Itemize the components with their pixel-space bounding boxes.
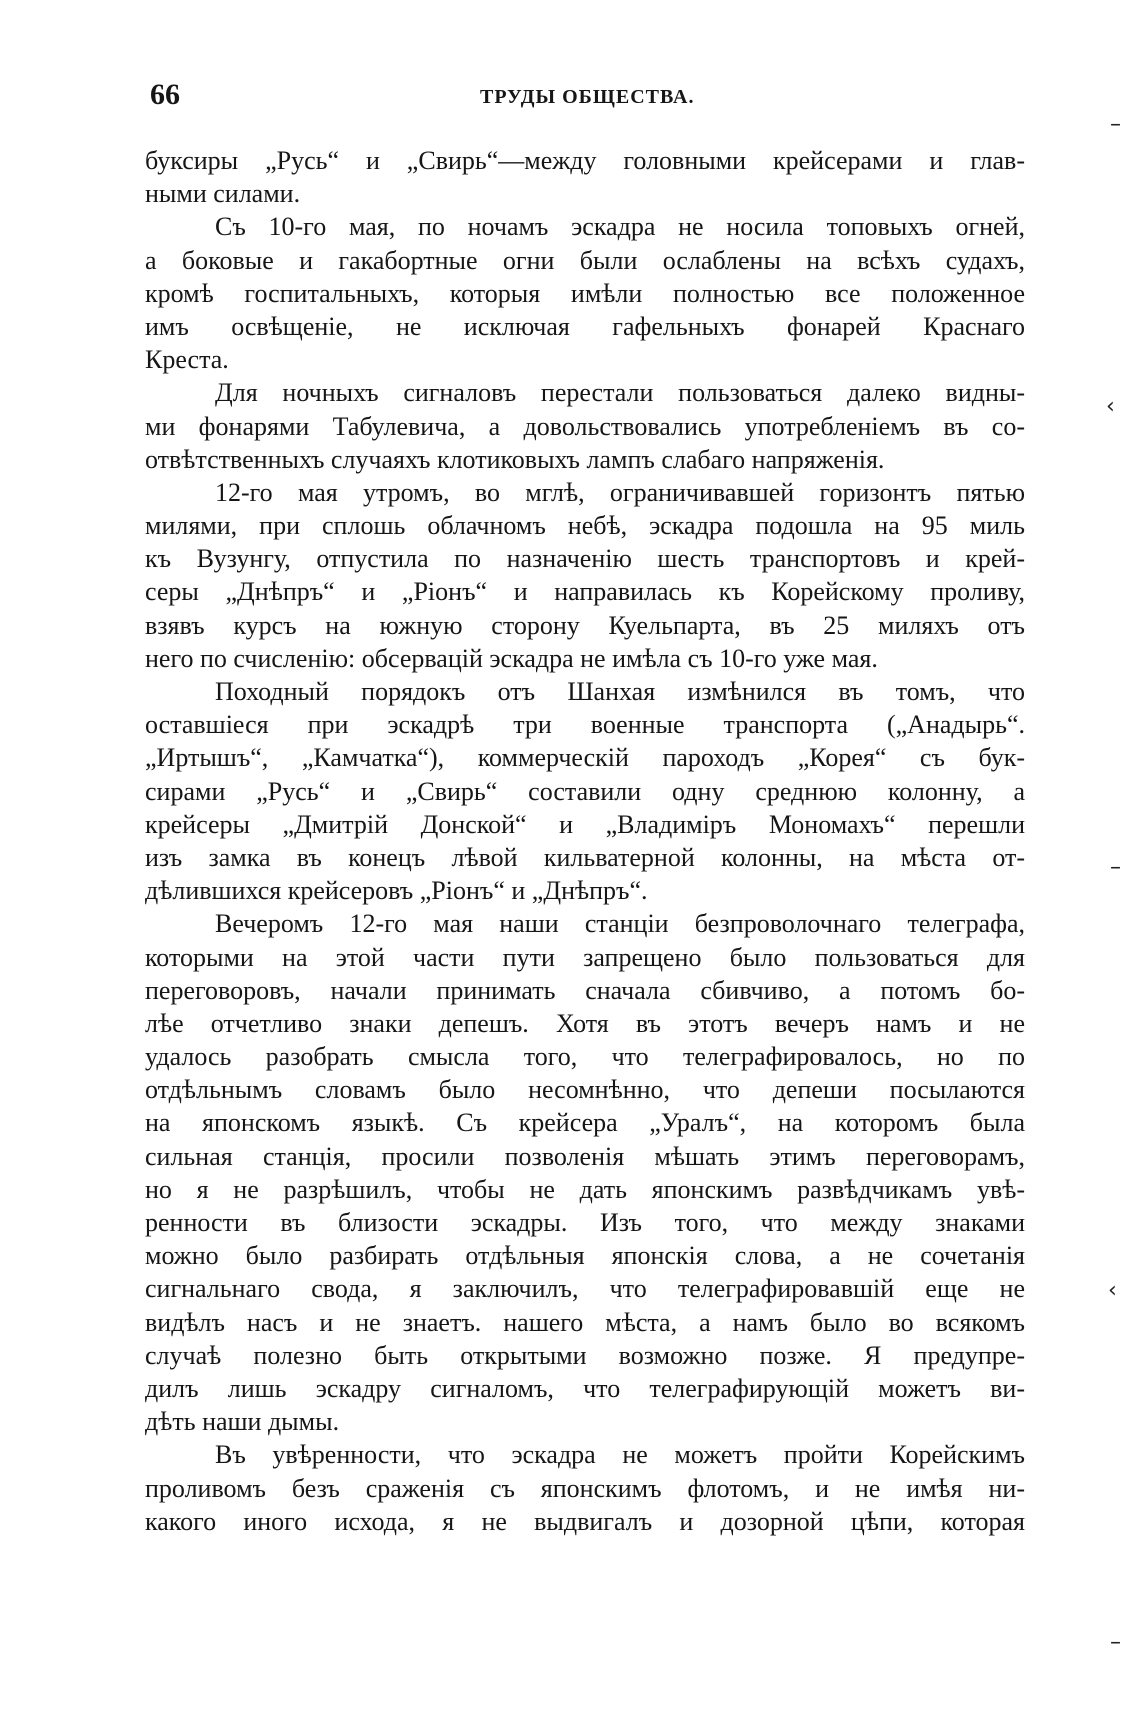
text-line: отвѣтственныхъ случаяхъ клотиковыхъ лампъ слабаго напряженія. — [145, 444, 885, 474]
text-line: а боковые и гакабортные огни были ослаблены на всѣхъ судахъ, — [145, 245, 1025, 275]
text-line: дѣть наши дымы. — [145, 1407, 340, 1437]
text-line: лѣе отчетливо знаки депешъ. Хотя въ этотъ вечеръ намъ и не — [145, 1008, 1025, 1038]
text-line: крейсеры „Дмитрій Донской“ и „Владиміръ Мономахъ“ перешли — [145, 809, 1025, 839]
text-line: Для ночныхъ сигналовъ перестали пользоваться далеко видны- — [215, 378, 1025, 408]
text-line: Походный порядокъ отъ Шанхая измѣнился въ томъ, что — [215, 677, 1025, 706]
text-line: ми фонарями Табулевича, а довольствовались употребленіемъ въ со- — [145, 411, 1025, 441]
text-line: какого иного исхода, я не выдвигалъ и дозорной цѣпи, которая — [145, 1506, 1025, 1536]
text-line: Въ увѣренности, что эскадра не можетъ пройти Корейскимъ — [215, 1440, 1025, 1470]
text-line: ными силами. — [145, 179, 301, 209]
text-line: отдѣльнымъ словамъ было несомнѣнно, что депеши посылаются — [145, 1075, 1025, 1105]
text-line: на японскомъ языкѣ. Съ крейсера „Уралъ“, на которомъ была — [145, 1108, 1025, 1138]
body-text — [145, 144, 1025, 1538]
text-line: Креста. — [145, 345, 229, 375]
text-line: буксиры „Русь“ и „Свирь“—между головными крейсерами и глав- — [145, 146, 1025, 175]
page-header — [150, 78, 1030, 118]
text-line: дѣлившихся крейсеровъ „Ріонъ“ и „Днѣпръ“. — [145, 876, 648, 906]
text-line: удалось разобрать смысла того, что телеграфировалось, но по — [145, 1042, 1025, 1072]
text-line: изъ замка въ конецъ лѣвой кильватерной колонны, на мѣста от- — [145, 842, 1025, 872]
text-line: имъ освѣщеніе, не исключая гафельныхъ фонарей Краснаго — [145, 311, 1025, 341]
text-line: взявъ курсъ на южную сторону Куельпарта, въ 25 миляхъ отъ — [145, 610, 1025, 640]
margin-mark: – — [1110, 112, 1121, 137]
text-line: 12-го мая утромъ, во мглѣ, ограничивавшей горизонтъ пятью — [215, 477, 1025, 507]
text-line: кромѣ госпитальныхъ, которыя имѣли полностью все положенное — [145, 278, 1025, 308]
text-line: Вечеромъ 12-го мая наши станціи безпроволочнаго телеграфа, — [215, 909, 1025, 939]
text-line: которыми на этой части пути запрещено было пользоваться для — [145, 942, 1025, 972]
text-line: Съ 10-го мая, по ночамъ эскадра не носила топовыхъ огней, — [215, 212, 1025, 242]
text-line: дилъ лишь эскадру сигналомъ, что телеграфирующій можетъ ви- — [145, 1373, 1025, 1403]
text-line: проливомъ безъ сраженія съ японскимъ флотомъ, и не имѣя ни- — [145, 1473, 1025, 1503]
text-line: къ Вузунгу, отпустила по назначенію шесть транспортовъ и крей- — [145, 544, 1025, 574]
text-line: но я не разрѣшилъ, чтобы не дать японскимъ развѣдчикамъ увѣ- — [145, 1174, 1025, 1204]
margin-mark: – — [1110, 855, 1121, 880]
margin-mark: ‹ — [1106, 394, 1115, 419]
page-number: 66 — [150, 78, 180, 111]
running-head: ТРУДЫ ОБЩЕСТВА. — [480, 86, 695, 108]
text-line: серы „Днѣпръ“ и „Ріонъ“ и направилась къ Корейскому проливу, — [145, 577, 1025, 607]
text-line: него по счисленію: обсервацій эскадра не имѣла съ 10-го уже мая. — [145, 643, 878, 673]
text-line: можно было разбирать отдѣльныя японскія слова, а не сочетанія — [145, 1241, 1025, 1271]
text-line: оставшіеся при эскадрѣ три военные транспорта („Анадырь“. — [145, 710, 1025, 740]
text-line: ренности въ близости эскадры. Изъ того, что между знаками — [145, 1208, 1025, 1237]
margin-mark: – — [1110, 1630, 1121, 1655]
text-line: „Иртышъ“, „Камчатка“), коммерческій пароходъ „Корея“ съ бук- — [145, 743, 1025, 773]
text-line: видѣлъ насъ и не знаетъ. нашего мѣста, а намъ было во всякомъ — [145, 1307, 1025, 1337]
text-line: сильная станція, просили позволенія мѣшать этимъ переговорамъ, — [145, 1141, 1025, 1171]
margin-mark: ‹ — [1108, 1278, 1117, 1303]
text-line: переговоровъ, начали принимать сначала сбивчиво, а потомъ бо- — [145, 975, 1025, 1005]
text-line: милями, при сплошь облачномъ небѣ, эскадра подошла на 95 миль — [145, 511, 1025, 541]
text-line: случаѣ полезно быть открытыми возможно позже. Я предупре- — [145, 1340, 1025, 1370]
text-line: сигнальнаго свода, я заключилъ, что телеграфировавшій еще не — [145, 1274, 1025, 1304]
text-line: сирами „Русь“ и „Свирь“ составили одну среднюю колонну, а — [145, 776, 1025, 806]
